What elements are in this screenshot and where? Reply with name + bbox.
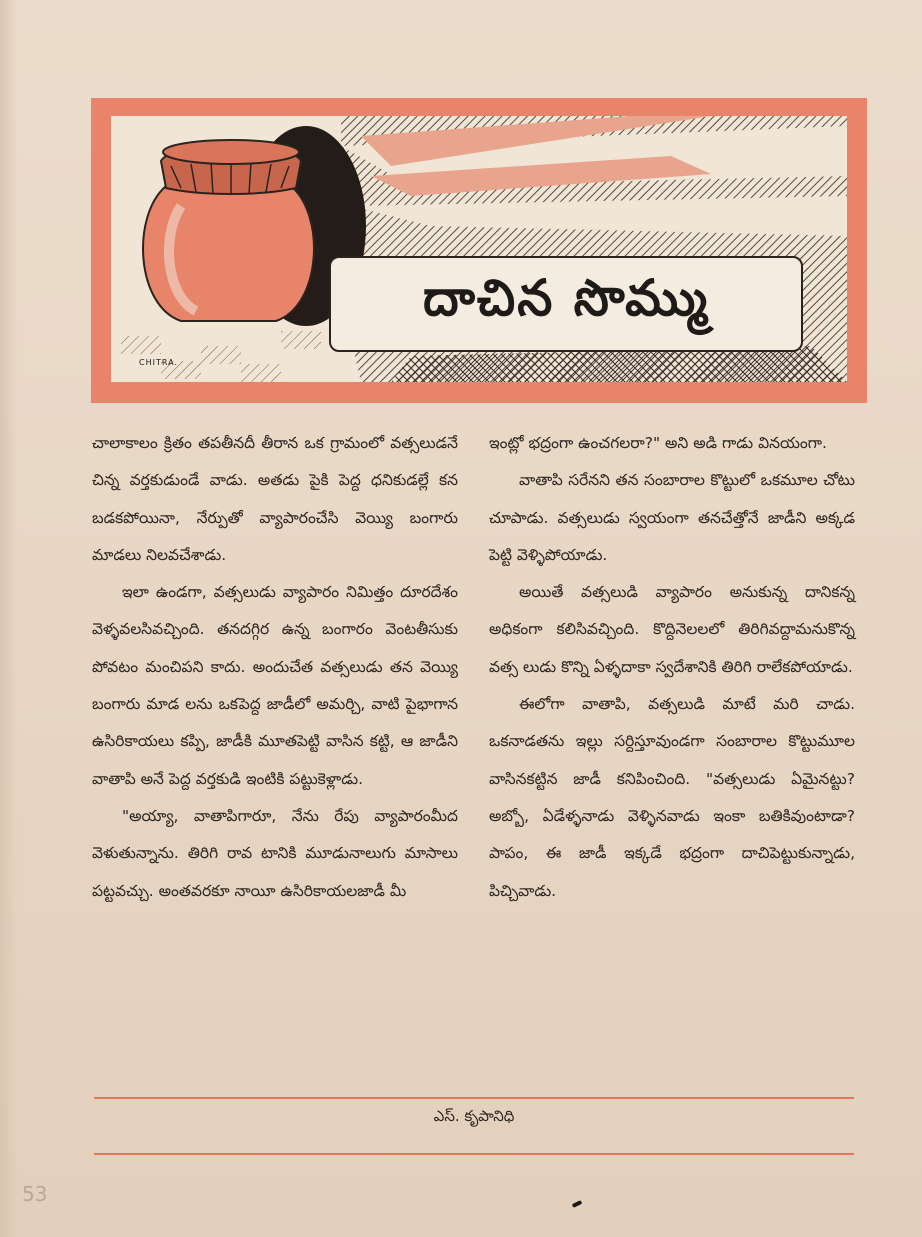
header-banner bbox=[91, 98, 867, 403]
divider-rule bbox=[94, 1097, 854, 1099]
author-name: ఎస్. కృపానిధి bbox=[433, 1107, 515, 1125]
paragraph: ఇలా ఉండగా, వత్సలుడు వ్యాపారం నిమిత్తం దూరదేశం వెళ్ళవలసివచ్చింది. తనదగ్గిర ఉన్న బంగారం వెంటతీసుకు పోవటం మంచిపని కాదు. అందుచేత వత్సలుడు తన వెయ్యి బంగారు మాడ లను ఒకపెద్ద జాడీలో అమర్చి, వాటి పైభాగాన ఉసిరికాయలు కప్పి, జాడీకి మూతపెట్టి వాసిన కట్టి, ఆ జాడీని వాతాపి అనే పెద్ద వర్తకుడి ఇంటికి పట్టుకెళ్లాడు. bbox=[92, 583, 458, 788]
ink-mark bbox=[572, 1200, 583, 1208]
page-edge-shadow bbox=[0, 0, 18, 1237]
divider-rule bbox=[94, 1153, 854, 1155]
paragraph: "అయ్యా, వాతాపిగారూ, నేను రేపు వ్యాపారంమీద వెళుతున్నాను. తిరిగి రావ టానికి మూడునాలుగు మాసాలు పట్టవచ్చు. అంతవరకూ నాయీ ఉసిరికాయలజాడీ మీ bbox=[92, 806, 458, 900]
paragraph: చాలాకాలం క్రితం తపతీనదీ తీరాన ఒక గ్రామంలో వత్సలుడనే చిన్న వర్తకుడుండే వాడు. అతడు పైకి పెద్ద ధనికుడల్లే కన బడకపోయినా, నేర్పుతో వ్యాపారంచేసి వెయ్యి బంగారు మాడలు నిలవచేశాడు. bbox=[92, 434, 458, 564]
right-column bbox=[489, 425, 855, 910]
paragraph: ఈలోగా వాతాపి, వత్సలుడి మాటే మరి చాడు. ఒకనాడతను ఇల్లు సర్దిస్తూవుండగా సంబారాల కొట్టుమూల వాసినకట్టిన జాడీ కనిపించింది. "వత్సలుడు ఏమైనట్టు? అబ్బో, ఏడేళ్ళనాడు వెళ్ళినవాడు ఇంకా బతికివుంటాడా? పాపం, ఈ జాడీ ఇక్కడే భద్రంగా దాచిపెట్టుకున్నాడు, పిచ్చివాడు. bbox=[489, 695, 855, 900]
page-number: 53 bbox=[22, 1182, 48, 1206]
banner-illustration bbox=[111, 116, 847, 382]
story-title: దాచిన సొమ్ము bbox=[422, 268, 710, 327]
paragraph: ఇంట్లో భద్రంగా ఉంచగలరా?" అని అడి గాడు వినయంగా. bbox=[489, 434, 827, 452]
artist-signature: CHITRA. bbox=[139, 358, 178, 367]
left-column bbox=[92, 425, 458, 910]
paragraph: వాతాపి సరేనని తన సంబారాల కొట్టులో ఒకమూల చోటు చూపాడు. వత్సలుడు స్వయంగా తనచేత్తోనే జాడీని అక్కడ పెట్టి వెళ్ళిపోయాడు. bbox=[489, 471, 855, 564]
paragraph: అయితే వత్సలుడి వ్యాపారం అనుకున్న దానికన్న అధికంగా కలిసివచ్చింది. కొద్దినెలలలో తిరిగివద్దామనుకొన్న వత్స లుడు కొన్ని ఏళ్ళదాకా స్వదేశానికి తిరిగి రాలేకపోయాడు. bbox=[489, 583, 855, 676]
title-panel bbox=[329, 256, 803, 352]
